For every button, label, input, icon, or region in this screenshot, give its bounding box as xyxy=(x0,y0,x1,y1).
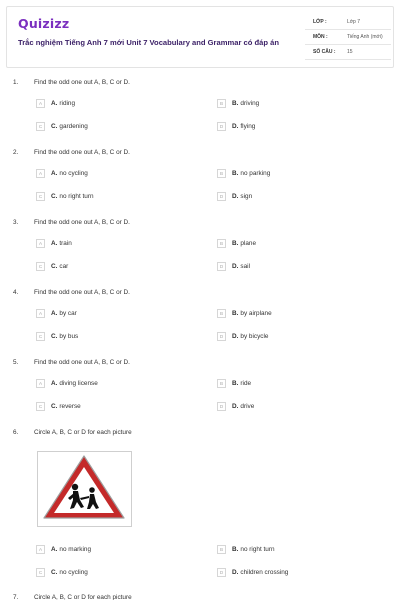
option-box[interactable]: B xyxy=(217,169,226,178)
option-text: sign xyxy=(240,193,253,200)
option-c[interactable] xyxy=(36,192,186,202)
question-number: 7. xyxy=(13,594,19,600)
meta-key: MÔN : xyxy=(313,34,328,40)
option-letter: B. xyxy=(232,310,239,317)
option-d[interactable] xyxy=(217,332,367,342)
option-text: no marking xyxy=(59,546,92,553)
worksheet-meta xyxy=(305,15,391,60)
option-letter: B. xyxy=(232,170,239,177)
option-box[interactable]: C xyxy=(36,568,45,577)
option-box[interactable]: C xyxy=(36,402,45,411)
option-label xyxy=(51,240,72,247)
option-b[interactable] xyxy=(217,309,367,319)
option-text: by bus xyxy=(59,333,79,340)
question-text: Circle A, B, C or D for each picture xyxy=(34,594,132,600)
option-label xyxy=(232,123,255,130)
option-label xyxy=(51,380,98,387)
option-box[interactable]: D xyxy=(217,568,226,577)
option-label xyxy=(51,546,91,553)
option-box[interactable]: A xyxy=(36,545,45,554)
option-label xyxy=(51,170,88,177)
option-d[interactable] xyxy=(217,262,367,272)
option-box[interactable]: B xyxy=(217,545,226,554)
meta-row-count xyxy=(305,45,391,60)
meta-row-class xyxy=(305,15,391,30)
option-text: no right turn xyxy=(240,546,275,553)
option-a[interactable] xyxy=(36,545,186,555)
option-label xyxy=(232,263,250,270)
option-c[interactable] xyxy=(36,568,186,578)
option-letter: B. xyxy=(232,100,239,107)
worksheet-header xyxy=(6,6,394,68)
option-text: gardening xyxy=(59,123,88,130)
option-a[interactable] xyxy=(36,309,186,319)
option-box[interactable]: B xyxy=(217,99,226,108)
option-label xyxy=(51,310,77,317)
option-letter: C. xyxy=(51,333,58,340)
option-d[interactable] xyxy=(217,568,367,578)
option-letter: C. xyxy=(51,263,58,270)
question-text: Find the odd one out A, B, C or D. xyxy=(34,149,130,156)
option-box[interactable]: A xyxy=(36,309,45,318)
question-number: 5. xyxy=(13,359,19,366)
option-text: plane xyxy=(240,240,257,247)
option-d[interactable] xyxy=(217,122,367,132)
option-label xyxy=(232,240,256,247)
option-box[interactable]: D xyxy=(217,332,226,341)
option-text: children crossing xyxy=(240,569,289,576)
option-letter: D. xyxy=(232,123,239,130)
option-letter: A. xyxy=(51,100,58,107)
option-letter: D. xyxy=(232,403,239,410)
option-text: no cycling xyxy=(59,170,88,177)
question-text: Find the odd one out A, B, C or D. xyxy=(34,219,130,226)
option-text: car xyxy=(59,263,69,270)
option-label xyxy=(51,123,88,130)
option-label xyxy=(51,333,78,340)
option-box[interactable]: C xyxy=(36,332,45,341)
option-a[interactable] xyxy=(36,239,186,249)
option-c[interactable] xyxy=(36,122,186,132)
option-box[interactable]: B xyxy=(217,379,226,388)
option-letter: A. xyxy=(51,310,58,317)
option-text: driving xyxy=(240,100,260,107)
option-letter: A. xyxy=(51,546,58,553)
worksheet-title: Trắc nghiệm Tiếng Anh 7 mới Unit 7 Vocabulary and Grammar có đáp án xyxy=(18,38,279,47)
question-number: 4. xyxy=(13,289,19,296)
option-label xyxy=(232,403,254,410)
option-b[interactable] xyxy=(217,239,367,249)
question-text: Find the odd one out A, B, C or D. xyxy=(34,289,130,296)
option-text: sail xyxy=(240,263,250,270)
option-label xyxy=(232,170,270,177)
option-a[interactable] xyxy=(36,379,186,389)
option-text: no right turn xyxy=(59,193,94,200)
option-box[interactable]: D xyxy=(217,262,226,271)
option-b[interactable] xyxy=(217,545,367,555)
option-label xyxy=(51,193,94,200)
question-number: 6. xyxy=(13,429,19,436)
option-letter: C. xyxy=(51,569,58,576)
option-letter: B. xyxy=(232,546,239,553)
option-letter: D. xyxy=(232,193,239,200)
question-number: 1. xyxy=(13,79,19,86)
option-letter: D. xyxy=(232,333,239,340)
question-number: 2. xyxy=(13,149,19,156)
option-c[interactable] xyxy=(36,262,186,272)
option-letter: B. xyxy=(232,240,239,247)
option-text: train xyxy=(59,240,72,247)
option-box[interactable]: D xyxy=(217,122,226,131)
question-number: 3. xyxy=(13,219,19,226)
option-label xyxy=(232,333,268,340)
option-d[interactable] xyxy=(217,402,367,412)
children-crossing-sign-icon xyxy=(38,452,131,526)
meta-row-subject xyxy=(305,30,391,45)
option-box[interactable]: A xyxy=(36,379,45,388)
option-text: reverse xyxy=(59,403,81,410)
meta-value: Tiếng Anh (mới) xyxy=(347,34,383,40)
option-letter: A. xyxy=(51,240,58,247)
option-box[interactable]: A xyxy=(36,169,45,178)
option-label xyxy=(51,403,81,410)
option-letter: D. xyxy=(232,263,239,270)
option-text: ride xyxy=(240,380,252,387)
option-d[interactable] xyxy=(217,192,367,202)
option-text: by airplane xyxy=(240,310,272,317)
question-6-picture xyxy=(37,451,132,527)
option-a[interactable] xyxy=(36,169,186,179)
option-letter: C. xyxy=(51,403,58,410)
meta-value: Lớp 7 xyxy=(347,19,361,25)
meta-key: SỐ CÂU : xyxy=(313,49,336,55)
option-label xyxy=(232,193,252,200)
option-letter: A. xyxy=(51,170,58,177)
question-text: Find the odd one out A, B, C or D. xyxy=(34,359,130,366)
option-box[interactable]: C xyxy=(36,122,45,131)
quizizz-logo[interactable]: Quizizz xyxy=(18,16,70,31)
option-text: no parking xyxy=(240,170,271,177)
option-label xyxy=(232,380,251,387)
option-box[interactable]: A xyxy=(36,99,45,108)
option-box[interactable]: D xyxy=(217,192,226,201)
meta-value: 15 xyxy=(347,49,353,55)
option-label xyxy=(232,310,272,317)
option-box[interactable]: B xyxy=(217,309,226,318)
option-label xyxy=(51,263,68,270)
option-label xyxy=(51,569,88,576)
option-text: by bicycle xyxy=(240,333,269,340)
option-c[interactable] xyxy=(36,402,186,412)
option-label xyxy=(232,100,259,107)
option-letter: B. xyxy=(232,380,239,387)
option-box[interactable]: C xyxy=(36,262,45,271)
option-a[interactable] xyxy=(36,99,186,109)
option-label xyxy=(51,100,75,107)
question-text: Circle A, B, C or D for each picture xyxy=(34,429,132,436)
option-text: riding xyxy=(59,100,76,107)
option-text: no cycling xyxy=(59,569,88,576)
option-b[interactable] xyxy=(217,169,367,179)
option-label xyxy=(232,546,275,553)
option-b[interactable] xyxy=(217,99,367,109)
option-text: flying xyxy=(240,123,256,130)
option-box[interactable]: B xyxy=(217,239,226,248)
option-b[interactable] xyxy=(217,379,367,389)
option-c[interactable] xyxy=(36,332,186,342)
meta-key: LỚP : xyxy=(313,19,327,25)
option-box[interactable]: D xyxy=(217,402,226,411)
question-text: Find the odd one out A, B, C or D. xyxy=(34,79,130,86)
option-box[interactable]: A xyxy=(36,239,45,248)
option-text: by car xyxy=(59,310,77,317)
option-box[interactable]: C xyxy=(36,192,45,201)
option-letter: A. xyxy=(51,380,58,387)
option-letter: C. xyxy=(51,123,58,130)
option-label xyxy=(232,569,288,576)
option-letter: C. xyxy=(51,193,58,200)
option-letter: D. xyxy=(232,569,239,576)
option-text: diving license xyxy=(59,380,98,387)
option-text: drive xyxy=(240,403,255,410)
